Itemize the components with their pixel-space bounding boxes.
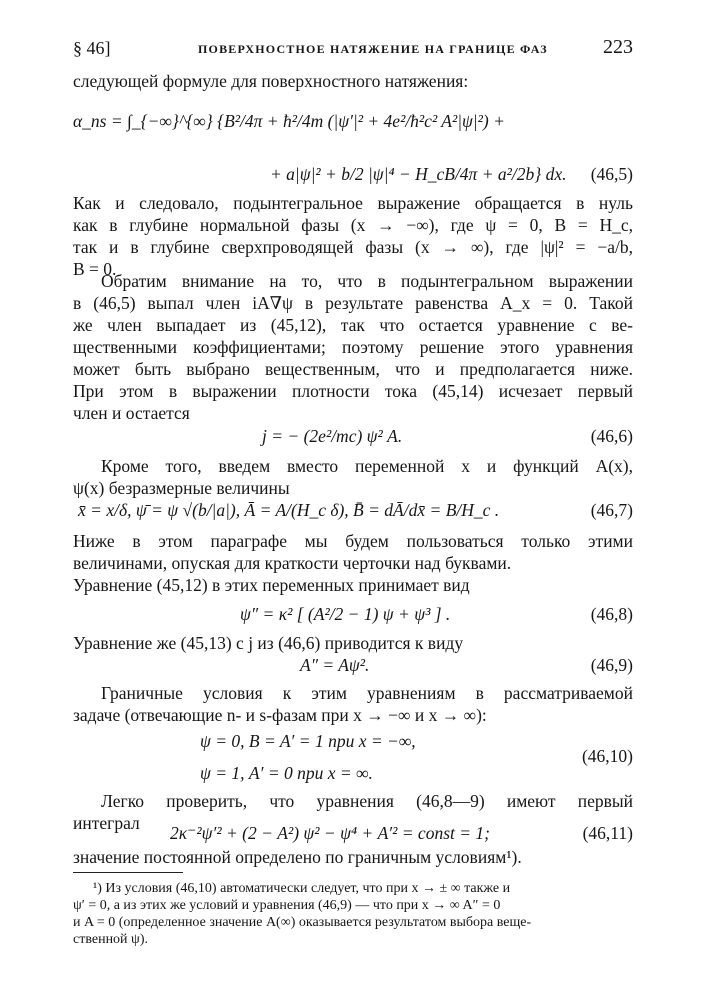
text-line: B = 0. [73,259,117,279]
equation-46-10b: ψ = 1, A′ = 0 при x = ∞. [200,763,373,783]
footnote-line: ψ′ = 0, а из этих же условий и уравнения (46,9) — что при x → ∞ A″ = 0 [73,898,501,913]
equation-46-6: j = − (2e²/mc) ψ² A. [262,426,403,446]
equation-46-9: A″ = Aψ². [300,655,370,675]
equation-46-10a: ψ = 0, B = A′ = 1 при x = −∞, [200,731,416,751]
text-line: щественными коэффициентами; поэтому решение этого уравнения [73,337,633,357]
text-line: Ниже в этом параграфе мы будем пользоваться только этими [73,531,633,551]
text-line: значение постоянной определено по граничным условиям¹). [73,847,522,867]
section-number: § 46] [73,38,111,58]
text-line: может быть выбрано вещественным, что и предполагается ниже. [73,359,633,379]
text-line: же член выпадает из (45,12), так что остается уравнение с ве- [73,315,633,335]
text-line: член и остается [73,403,190,423]
text-line: величинами, опуская для краткости черточки над буквами. [73,553,512,573]
text-line: Как и следовало, подынтегральное выражение обращается в нуль [73,193,633,213]
text-line: ψ(x) безразмерные величины [73,478,290,498]
text-line: как в глубине нормальной фазы (x → −∞), где ψ = 0, B = H_c, [73,215,633,235]
text-line: Граничные условия к этим уравнениям в рассматриваемой [101,683,633,703]
text-line: задаче (отвечающие n- и s-фазам при x → −∞ и x → ∞): [73,705,487,725]
text-line: Кроме того, введем вместо переменной x и функций A(x), [101,456,633,476]
equation-46-5-line2: + a|ψ|² + b/2 |ψ|⁴ − H_cB/4π + a²/2b} dx. [270,164,567,184]
footnote-line: ственной ψ). [73,932,148,947]
equation-number: (46,8) [590,604,633,624]
running-header [73,38,633,62]
text-line: При этом в выражении плотности тока (45,14) исчезает первый [73,381,633,401]
text-line: Уравнение же (45,13) с j из (46,6) приводится к виду [73,633,464,653]
footnote-rule [73,872,183,873]
text-line: Уравнение (45,12) в этих переменных принимает вид [73,575,470,595]
footnote-line: ¹) Из условия (46,10) автоматически следует, что при x → ± ∞ также и [93,881,511,896]
equation-number: (46,7) [590,500,633,520]
equation-46-8: ψ″ = κ² [ (A²/2 − 1) ψ + ψ³ ] . [240,604,451,624]
text-line: в (46,5) выпал член iA∇ψ в результате равенства A_x = 0. Такой [73,293,633,313]
text-line: Легко проверить, что уравнения (46,8—9) имеют первый [101,791,633,811]
text-line: так и в глубине сверхпроводящей фазы (x → ∞), где |ψ|² = −a/b, [73,237,633,257]
equation-number: (46,9) [590,655,633,675]
running-title: ПОВЕРХНОСТНОЕ НАТЯЖЕНИЕ НА ГРАНИЦЕ ФАЗ [198,42,548,56]
equation-46-11: 2κ⁻²ψ′² + (2 − A²) ψ² − ψ⁴ + A′² = const = 1; [170,823,490,843]
equation-46-5-line1: α_ns = ∫_{−∞}^{∞} {B²/4π + ħ²/4m (|ψ′|² + 4e²/ħ²c² A²|ψ|²) + [73,111,505,131]
equation-46-7: x̄ = x/δ, ψ̄ = ψ √(b/|a|), Ā = A/(H_c δ), B̄ = dĀ/dx̄ = B/H_c . [78,500,500,520]
equation-number: (46,11) [582,823,633,843]
equation-number: (46,10) [581,746,633,766]
equation-number: (46,5) [590,164,633,184]
equation-number: (46,6) [590,426,633,446]
footnote-line: и A = 0 (определенное значение A(∞) оказывается результатом выбора веще- [73,915,532,930]
text-line: следующей формуле для поверхностного натяжения: [73,71,469,91]
text-line: интеграл [73,813,140,833]
text-line: Обратим внимание на то, что в подынтегральном выражении [101,271,633,291]
page-number: 223 [603,36,633,58]
